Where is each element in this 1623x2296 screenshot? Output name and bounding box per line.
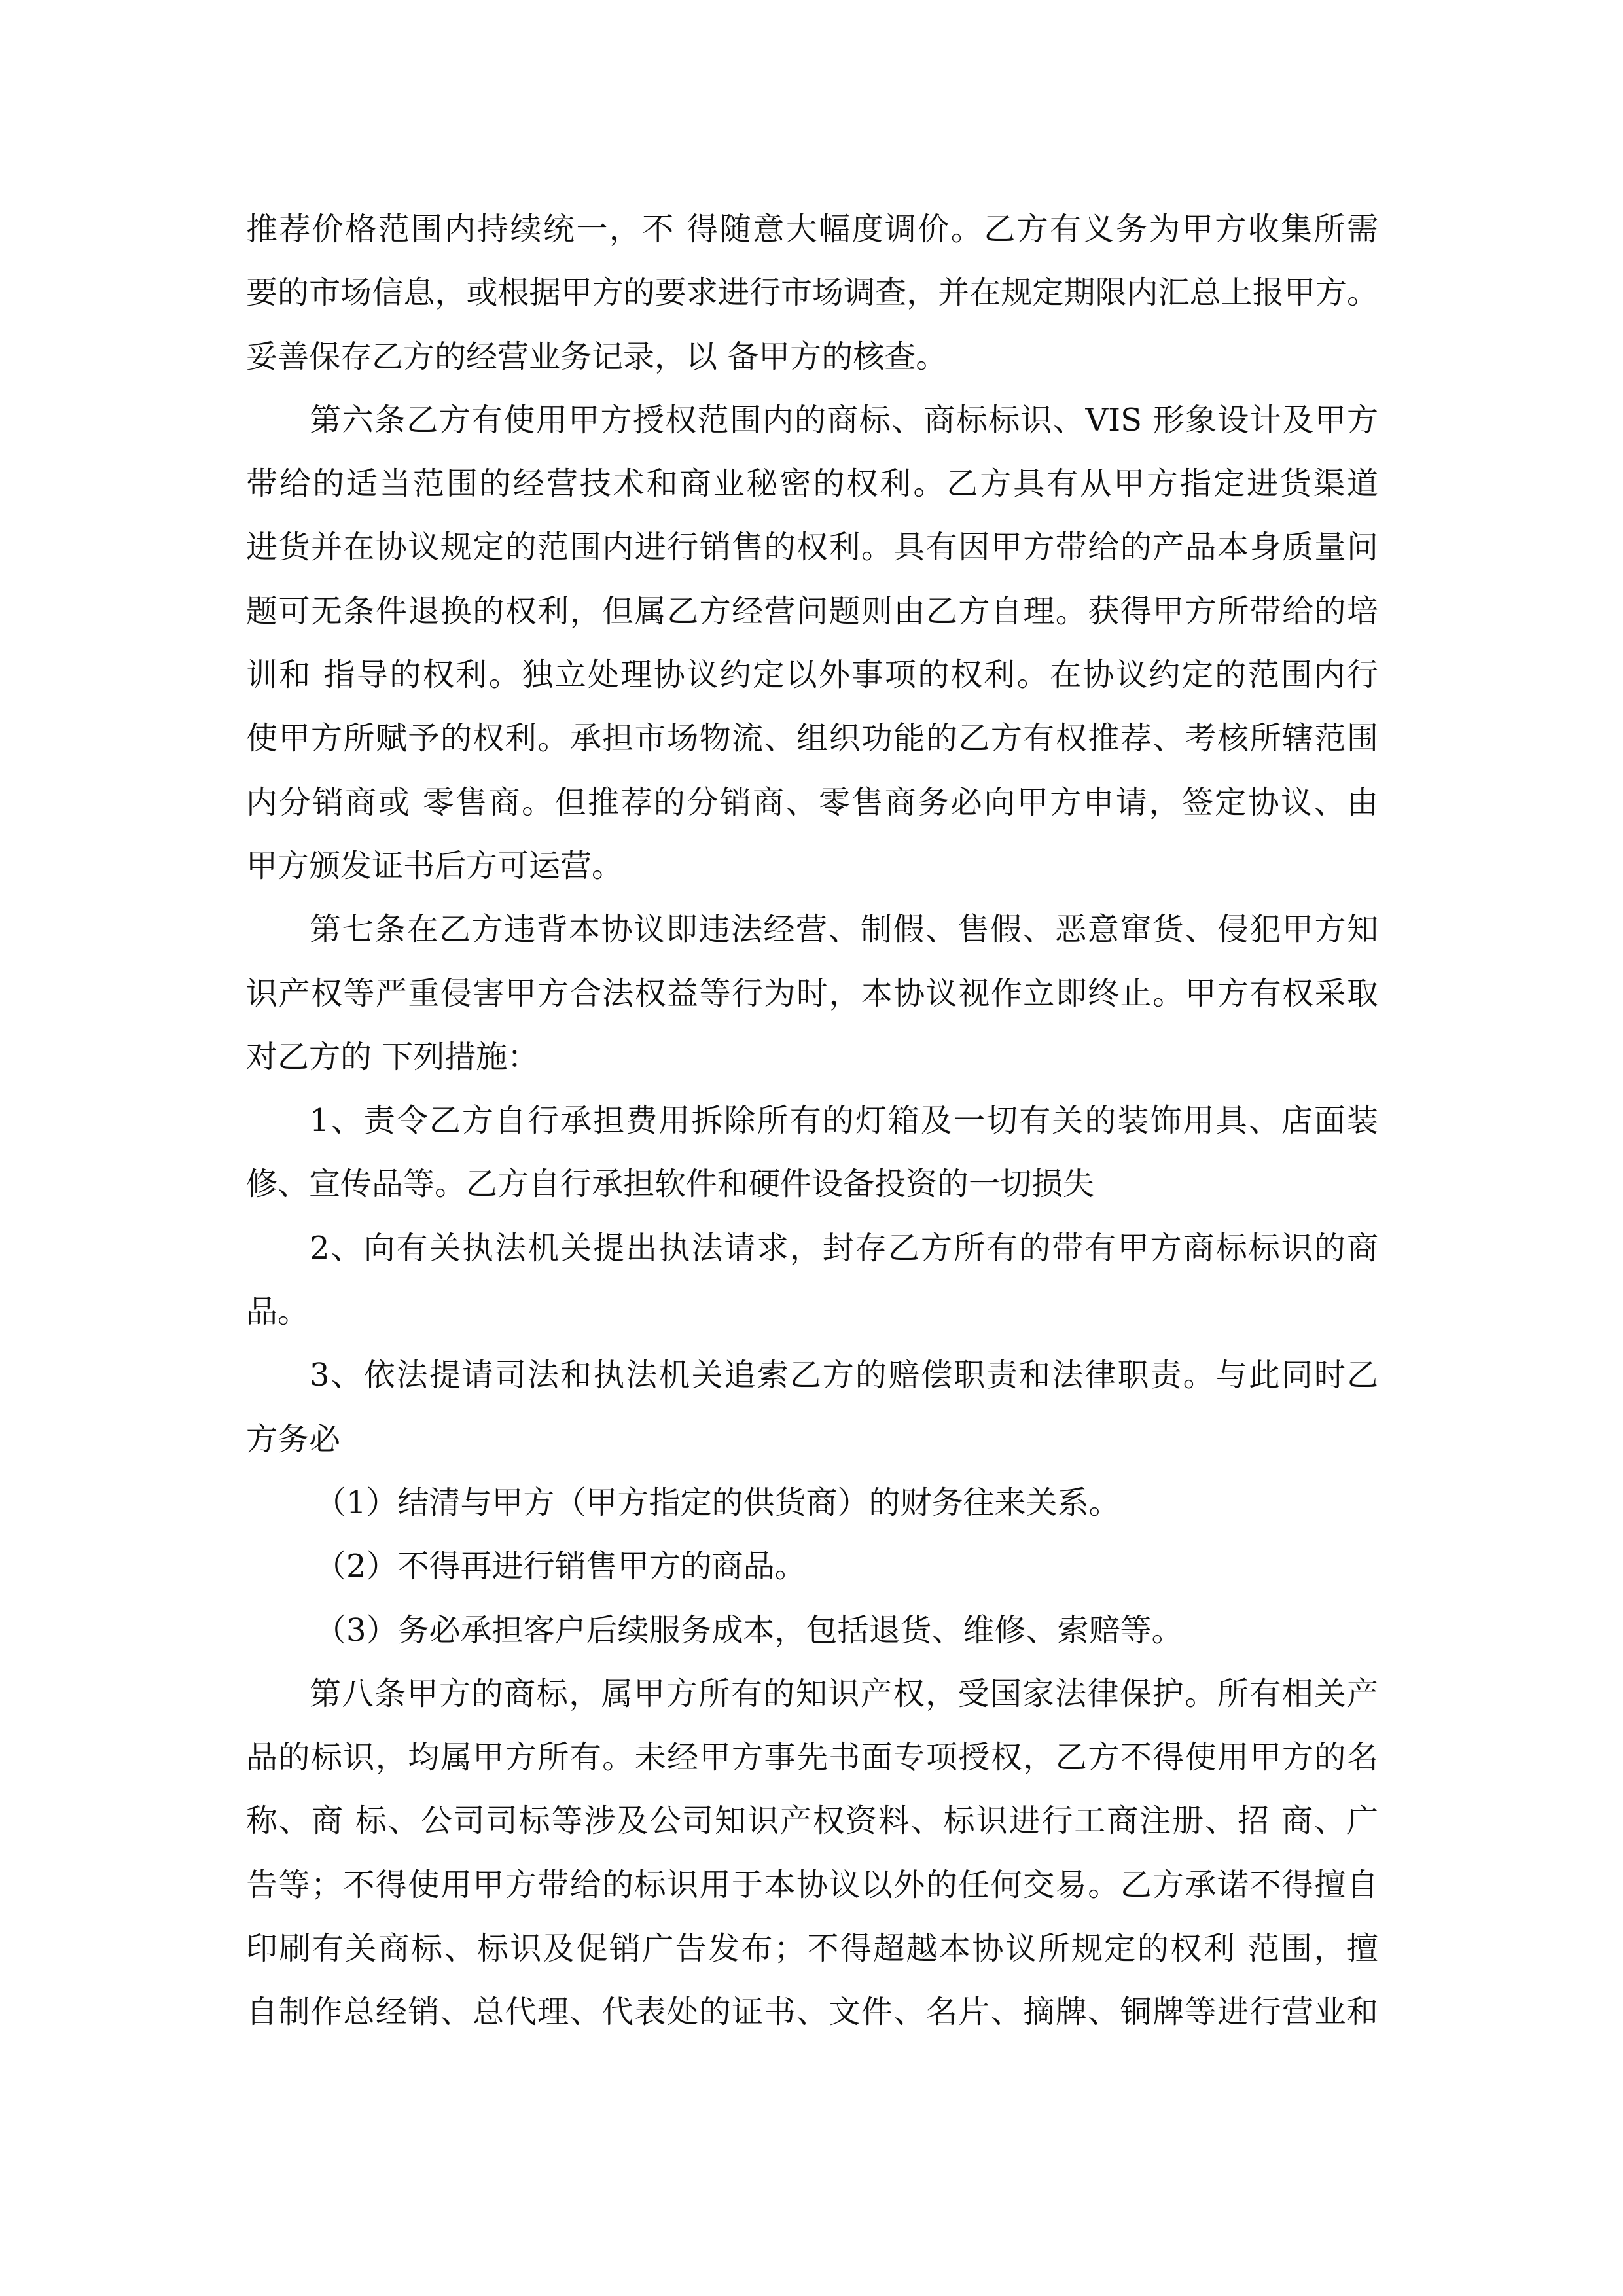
paragraph bbox=[246, 898, 1378, 1089]
text-line: 识产权等严重侵害甲方合法权益等行为时，本协议视作立即终止。甲方有权采取 bbox=[246, 975, 1378, 1012]
text-line: 品的标识，均属甲方所有。未经甲方事先书面专项授权，乙方不得使用甲方的名 bbox=[246, 1739, 1378, 1776]
text-line: 妥善保存乙方的经营业务记录，以 备甲方的核查。 bbox=[246, 338, 948, 375]
paragraph bbox=[246, 1344, 1378, 1471]
text-line: 内分销商或 零售商。但推荐的分销商、零售商务必向甲方申请，签定协议、由 bbox=[246, 783, 1378, 821]
text-line: 自制作总经销、总代理、代表处的证书、文件、名片、摘牌、铜牌等进行营业和 bbox=[246, 1994, 1378, 2031]
text-line: 要的市场信息，或根据甲方的要求进行市场调查，并在规定期限内汇总上报甲方。 bbox=[246, 274, 1378, 312]
text-line: 3、依法提请司法和执法机关追索乙方的赔偿职责和法律职责。与此同时乙 bbox=[310, 1357, 1378, 1394]
text-line: 第六条乙方有使用甲方授权范围内的商标、商标标识、VIS 形象设计及甲方 bbox=[310, 401, 1378, 439]
text-line: 对乙方的 下列措施： bbox=[246, 1038, 539, 1075]
text-line: 第八条甲方的商标，属甲方所有的知识产权，受国家法律保护。所有相关产 bbox=[310, 1675, 1378, 1712]
text-line: （2）不得再进行销售甲方的商品。 bbox=[315, 1548, 806, 1585]
text-line: 称、商 标、公司司标等涉及公司知识产权资料、标识进行工商注册、招 商、广 bbox=[246, 1803, 1378, 1840]
paragraph bbox=[246, 1089, 1378, 1217]
document-body bbox=[246, 198, 1378, 2045]
text-line: 印刷有关商标、标识及促销广告发布；不得超越本协议所规定的权利 范围，擅 bbox=[246, 1930, 1378, 1967]
text-line: 修、宣传品等。乙方自行承担软件和硬件设备投资的一切损失 bbox=[246, 1166, 1095, 1203]
text-line: 品。 bbox=[246, 1293, 310, 1331]
text-line: 训和 指导的权利。独立处理协议约定以外事项的权利。在协议约定的范围内行 bbox=[246, 656, 1378, 694]
text-line: 进货并在协议规定的范围内进行销售的权利。具有因甲方带给的产品本身质量问 bbox=[246, 529, 1378, 566]
text-line: （3）务必承担客户后续服务成本，包括退货、维修、索赔等。 bbox=[315, 1611, 1183, 1649]
text-line: 2、向有关执法机关提出执法请求，封存乙方所有的带有甲方商标标识的商 bbox=[310, 1229, 1378, 1266]
text-line: 1、责令乙方自行承担费用拆除所有的灯箱及一切有关的装饰用具、店面装 bbox=[310, 1102, 1378, 1139]
text-line: 带给的适当范围的经营技术和商业秘密的权利。乙方具有从甲方指定进货渠道 bbox=[246, 465, 1378, 503]
paragraph bbox=[246, 1662, 1378, 2045]
paragraph bbox=[246, 1535, 1378, 1598]
text-line: 甲方颁发证书后方可运营。 bbox=[246, 847, 624, 884]
paragraph bbox=[246, 198, 1378, 389]
paragraph bbox=[246, 1599, 1378, 1662]
paragraph bbox=[246, 389, 1378, 898]
paragraph bbox=[246, 1217, 1378, 1344]
paragraph bbox=[246, 1471, 1378, 1535]
text-line: 推荐价格范围内持续统一，不 得随意大幅度调价。乙方有义务为甲方收集所需 bbox=[246, 211, 1378, 247]
text-line: 告等；不得使用甲方带给的标识用于本协议以外的任何交易。乙方承诺不得擅自 bbox=[246, 1866, 1378, 1903]
text-line: 第七条在乙方违背本协议即违法经营、制假、售假、恶意窜货、侵犯甲方知 bbox=[310, 911, 1378, 948]
text-line: （1）结清与甲方（甲方指定的供货商）的财务往来关系。 bbox=[315, 1484, 1120, 1521]
text-line: 方务必 bbox=[246, 1420, 341, 1458]
text-line: 题可无条件退换的权利，但属乙方经营问题则由乙方自理。获得甲方所带给的培 bbox=[246, 592, 1378, 630]
text-line: 使甲方所赋予的权利。承担市场物流、组织功能的乙方有权推荐、考核所辖范围 bbox=[246, 720, 1378, 757]
